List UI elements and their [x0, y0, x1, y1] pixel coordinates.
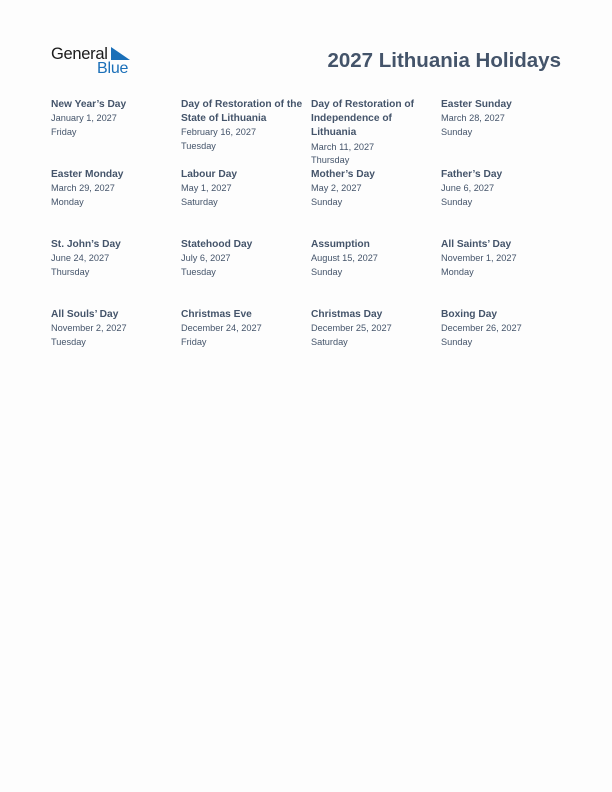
- holiday-name: Father’s Day: [441, 169, 503, 180]
- holiday-item: [181, 98, 311, 168]
- holiday-weekday: Sunday: [441, 197, 473, 207]
- holiday-date: June 24, 2027: [51, 253, 110, 264]
- holiday-weekday: Saturday: [311, 337, 348, 347]
- holiday-item: [311, 308, 441, 378]
- holiday-name: Day of Restoration of Independence of Lithuania: [311, 99, 415, 139]
- holiday-weekday: Thursday: [51, 267, 90, 277]
- holiday-name: Statehood Day: [181, 239, 253, 250]
- generalblue-logo: [51, 44, 133, 78]
- holiday-item: [181, 238, 311, 308]
- holiday-date: May 1, 2027: [181, 183, 232, 194]
- holiday-name: Christmas Day: [311, 309, 383, 320]
- holiday-date: December 26, 2027: [441, 323, 522, 334]
- holiday-date: December 25, 2027: [311, 323, 392, 334]
- holiday-weekday: Sunday: [441, 337, 473, 347]
- holiday-name: Assumption: [311, 239, 370, 250]
- holiday-weekday: Sunday: [311, 197, 343, 207]
- holiday-name: Day of Restoration of the State of Lithuania: [181, 99, 303, 125]
- holiday-date: January 1, 2027: [51, 113, 117, 124]
- holiday-name: St. John’s Day: [51, 239, 121, 250]
- holiday-weekday: Monday: [441, 267, 474, 277]
- holiday-date: March 29, 2027: [51, 183, 115, 194]
- holiday-name: Christmas Eve: [181, 309, 252, 320]
- holiday-weekday: Friday: [181, 337, 207, 347]
- holiday-list: [51, 98, 571, 378]
- holiday-weekday: Sunday: [311, 267, 343, 277]
- holiday-weekday: Tuesday: [181, 267, 216, 277]
- holiday-date: July 6, 2027: [181, 253, 231, 264]
- holiday-item: [441, 308, 571, 378]
- logo-text-general: General: [51, 45, 108, 63]
- holiday-weekday: Monday: [51, 197, 84, 207]
- holiday-weekday: Friday: [51, 127, 77, 137]
- holiday-name: Easter Monday: [51, 169, 124, 180]
- holiday-date: December 24, 2027: [181, 323, 262, 334]
- holiday-name: Easter Sunday: [441, 99, 512, 110]
- holiday-date: March 11, 2027: [311, 141, 375, 152]
- holiday-item: [51, 308, 181, 378]
- holiday-weekday: Tuesday: [51, 337, 86, 347]
- holiday-date: June 6, 2027: [441, 183, 495, 194]
- holiday-item: [441, 98, 571, 168]
- holiday-date: November 2, 2027: [51, 323, 127, 334]
- holiday-item: [311, 168, 441, 238]
- holiday-date: February 16, 2027: [181, 127, 257, 138]
- holiday-date: May 2, 2027: [311, 183, 362, 194]
- holiday-item: [181, 168, 311, 238]
- holiday-date: November 1, 2027: [441, 253, 517, 264]
- holiday-name: Labour Day: [181, 169, 238, 180]
- holiday-item: [51, 98, 181, 168]
- holiday-name: New Year’s Day: [51, 99, 127, 110]
- holiday-item: [181, 308, 311, 378]
- holiday-name: All Saints’ Day: [441, 239, 512, 250]
- holiday-item: [51, 238, 181, 308]
- holiday-date: August 15, 2027: [311, 253, 378, 264]
- holiday-weekday: Tuesday: [181, 141, 216, 152]
- holiday-item: [51, 168, 181, 238]
- page-title: 2027 Lithuania Holidays: [327, 49, 561, 72]
- holiday-item: [311, 238, 441, 308]
- holiday-item: [441, 238, 571, 308]
- holiday-name: Boxing Day: [441, 309, 498, 320]
- holiday-item: [441, 168, 571, 238]
- holiday-name: Mother’s Day: [311, 169, 375, 180]
- holiday-item: [311, 98, 441, 168]
- holiday-weekday: Thursday: [311, 155, 350, 166]
- holiday-name: All Souls’ Day: [51, 309, 119, 320]
- holiday-weekday: Saturday: [181, 197, 218, 207]
- holiday-date: March 28, 2027: [441, 113, 505, 124]
- logo-text-blue: Blue: [97, 60, 129, 77]
- holiday-weekday: Sunday: [441, 127, 473, 137]
